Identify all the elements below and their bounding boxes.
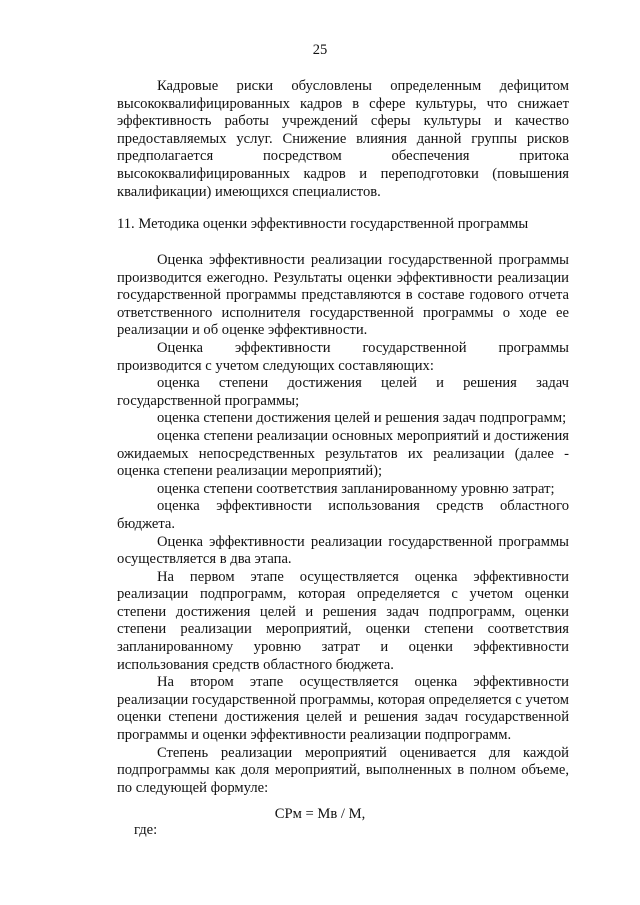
page-number: 25 (312, 42, 328, 58)
where-label: где: (134, 822, 158, 838)
list-item: оценка степени достижения целей и решения задач подпрограмм; (157, 410, 567, 427)
list-item: оценка эффективности использования средств областного бюджета. (117, 498, 569, 532)
paragraph-text: Оценка эффективности реализации государственной программы осуществляется в два этапа. (117, 533, 569, 568)
section-heading: 11. Методика оценки эффективности государственной программы (117, 216, 529, 232)
paragraph-text: Степень реализации мероприятий оценивается для каждой подпрограммы как доля мероприятий, выполненных в полном объеме, по следующей формуле: (117, 744, 569, 796)
section-heading-block (117, 216, 569, 234)
list-item: оценка степени достижения целей и решения задач государственной программы; (117, 375, 569, 409)
list-item: оценка степени соответствия запланированному уровню затрат; (157, 480, 555, 497)
paragraph-text: Оценка эффективности реализации государственной программы производится ежегодно. Результаты оценки эффективности реализации государственной программы представляются в составе годового отчета ответственного исполнителя государственной программы о ходе ее реализации и об оценке эффективности. (117, 252, 569, 339)
paragraph-personnel-risks (117, 78, 569, 201)
formula: СРм = Мв / М, (274, 806, 366, 822)
paragraph-text: Оценка эффективности государственной программы производится с учетом следующих составляющих: (117, 339, 569, 374)
paragraph-text: На первом этапе осуществляется оценка эффективности реализации подпрограмм, которая определяется с учетом оценки степени достижения целей и решения задач подпрограмм, оценки степени реализации мероприятий, оценки степени соответствия запланированному уровню затрат и оценки эффективности использования средств областного бюджета. (117, 568, 569, 673)
list-item: оценка степени реализации основных мероприятий и достижения ожидаемых непосредственных результатов их реализации (далее - оценка степени реализации мероприятий); (117, 427, 569, 480)
paragraph-text: Кадровые риски обусловлены определенным дефицитом высококвалифицированных кадров в сфере культуры, что снижает эффективность работы учреждений сферы культуры и качество предоставляемых услуг. Снижение влияния данной группы рисков предполагается посредством обеспечения притока высококвалифицированных кадров и переподготовки (повышения квалификации) имеющихся специалистов. (117, 78, 569, 200)
paragraph-text: На втором этапе осуществляется оценка эффективности реализации государственной программы, которая определяется с учетом оценки степени достижения целей и решения задач государственной программы и оценки эффективности реализации подпрограмм. (117, 674, 569, 744)
section-body (117, 252, 569, 797)
